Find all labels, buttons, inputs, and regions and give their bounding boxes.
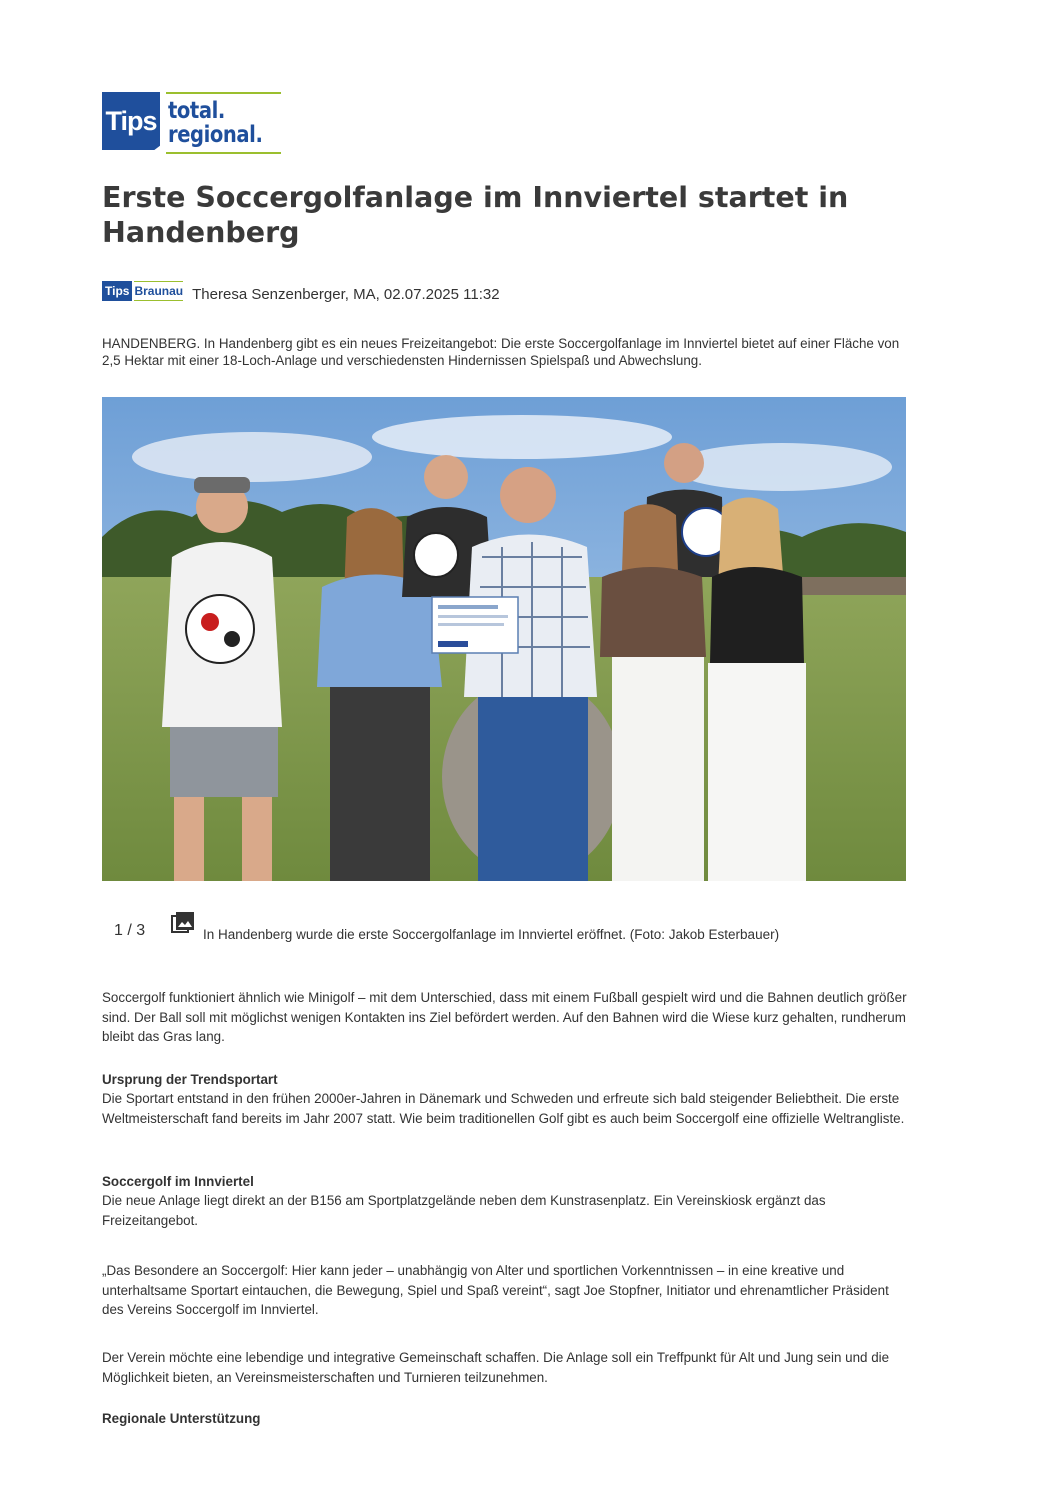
gallery-counter: 1 / 3 <box>114 922 146 939</box>
gallery-caption-row <box>102 905 907 945</box>
paragraph-club: Der Verein möchte eine lebendige und integrative Gemeinschaft schaffen. Die Anlage soll ein Treffpunkt für Alt und Jung sein und die Möglichkeit bieten, an Vereinsmeisterschaften und Turnieren teilzunehmen. <box>102 1350 890 1385</box>
logo-brand-box: Tips <box>102 92 160 150</box>
group-photo-illustration <box>102 397 906 881</box>
article-title: Erste Soccergolfanlage im Innviertel startet in Handenberg <box>102 181 849 249</box>
article-page <box>102 0 907 1500</box>
section-heading-support: Regionale Unterstützung <box>102 1411 261 1426</box>
photo-caption: In Handenberg wurde die erste Soccergolfanlage im Innviertel eröffnet. (Foto: Jakob Esterbauer) <box>203 927 780 942</box>
byline <box>102 278 500 304</box>
article-photo[interactable] <box>102 397 906 881</box>
logo-slogan-line2: regional. <box>168 122 263 148</box>
tips-braunau-logo[interactable] <box>102 280 183 302</box>
paragraph-innviertel: Die neue Anlage liegt direkt an der B156 am Sportplatzgelände neben dem Kunstrasenplatz. Ein Vereinskiosk ergänzt das Freizeitangebot. <box>102 1193 826 1228</box>
section-heading-innviertel: Soccergolf im Innviertel <box>102 1174 254 1189</box>
author-date: Theresa Senzenberger, MA, 02.07.2025 11:32 <box>192 285 500 303</box>
paragraph-origin: Die Sportart entstand in den frühen 2000er-Jahren in Dänemark und Schweden und erfreute sich bald steigender Beliebtheit. Die erste Weltmeisterschaft fand bereits im Jahr 2007 statt. Wie beim traditionellen Golf gibt es auch beim Soccergolf eine offizielle Weltrangliste. <box>102 1091 905 1126</box>
paragraph-quote: „Das Besondere an Soccergolf: Hier kann jeder – unabhängig von Alter und sportlichen Vorkenntnissen – in eine kreative und unterhaltsame Sportart eintauchen, die Bewegung, Spiel und Spaß vereint“, sagt Joe Stopfner, Initiator und ehrenamtlicher Präsident des Vereins Soccergolf im Innviertel. <box>102 1263 889 1317</box>
logo-slogan <box>166 92 281 154</box>
article-lead: HANDENBERG. In Handenberg gibt es ein neues Freizeitangebot: Die erste Soccergolfanlage im Innviertel bietet auf einer Fläche von 2,5 Hektar mit einer 18-Loch-Anlage und verschiedensten Hindernissen Spielspaß und Abwechslung. <box>102 336 900 368</box>
logo-slogan-line1: total. <box>168 98 225 124</box>
mini-logo-region: Braunau <box>134 281 183 301</box>
section-heading-origin: Ursprung der Trendsportart <box>102 1072 278 1087</box>
image-gallery-icon[interactable] <box>170 910 196 936</box>
tips-logo[interactable] <box>102 92 281 154</box>
paragraph-intro: Soccergolf funktioniert ähnlich wie Minigolf – mit dem Unterschied, dass mit einem Fußball gespielt wird und die Bahnen deutlich größer sind. Der Ball soll mit möglichst wenigen Kontakten ins Ziel befördert werden. Auf den Bahnen wird die Wiese kurz gehalten, rundherum bleibt das Gras lang. <box>102 990 907 1044</box>
mini-logo-brand: Tips <box>102 281 132 301</box>
